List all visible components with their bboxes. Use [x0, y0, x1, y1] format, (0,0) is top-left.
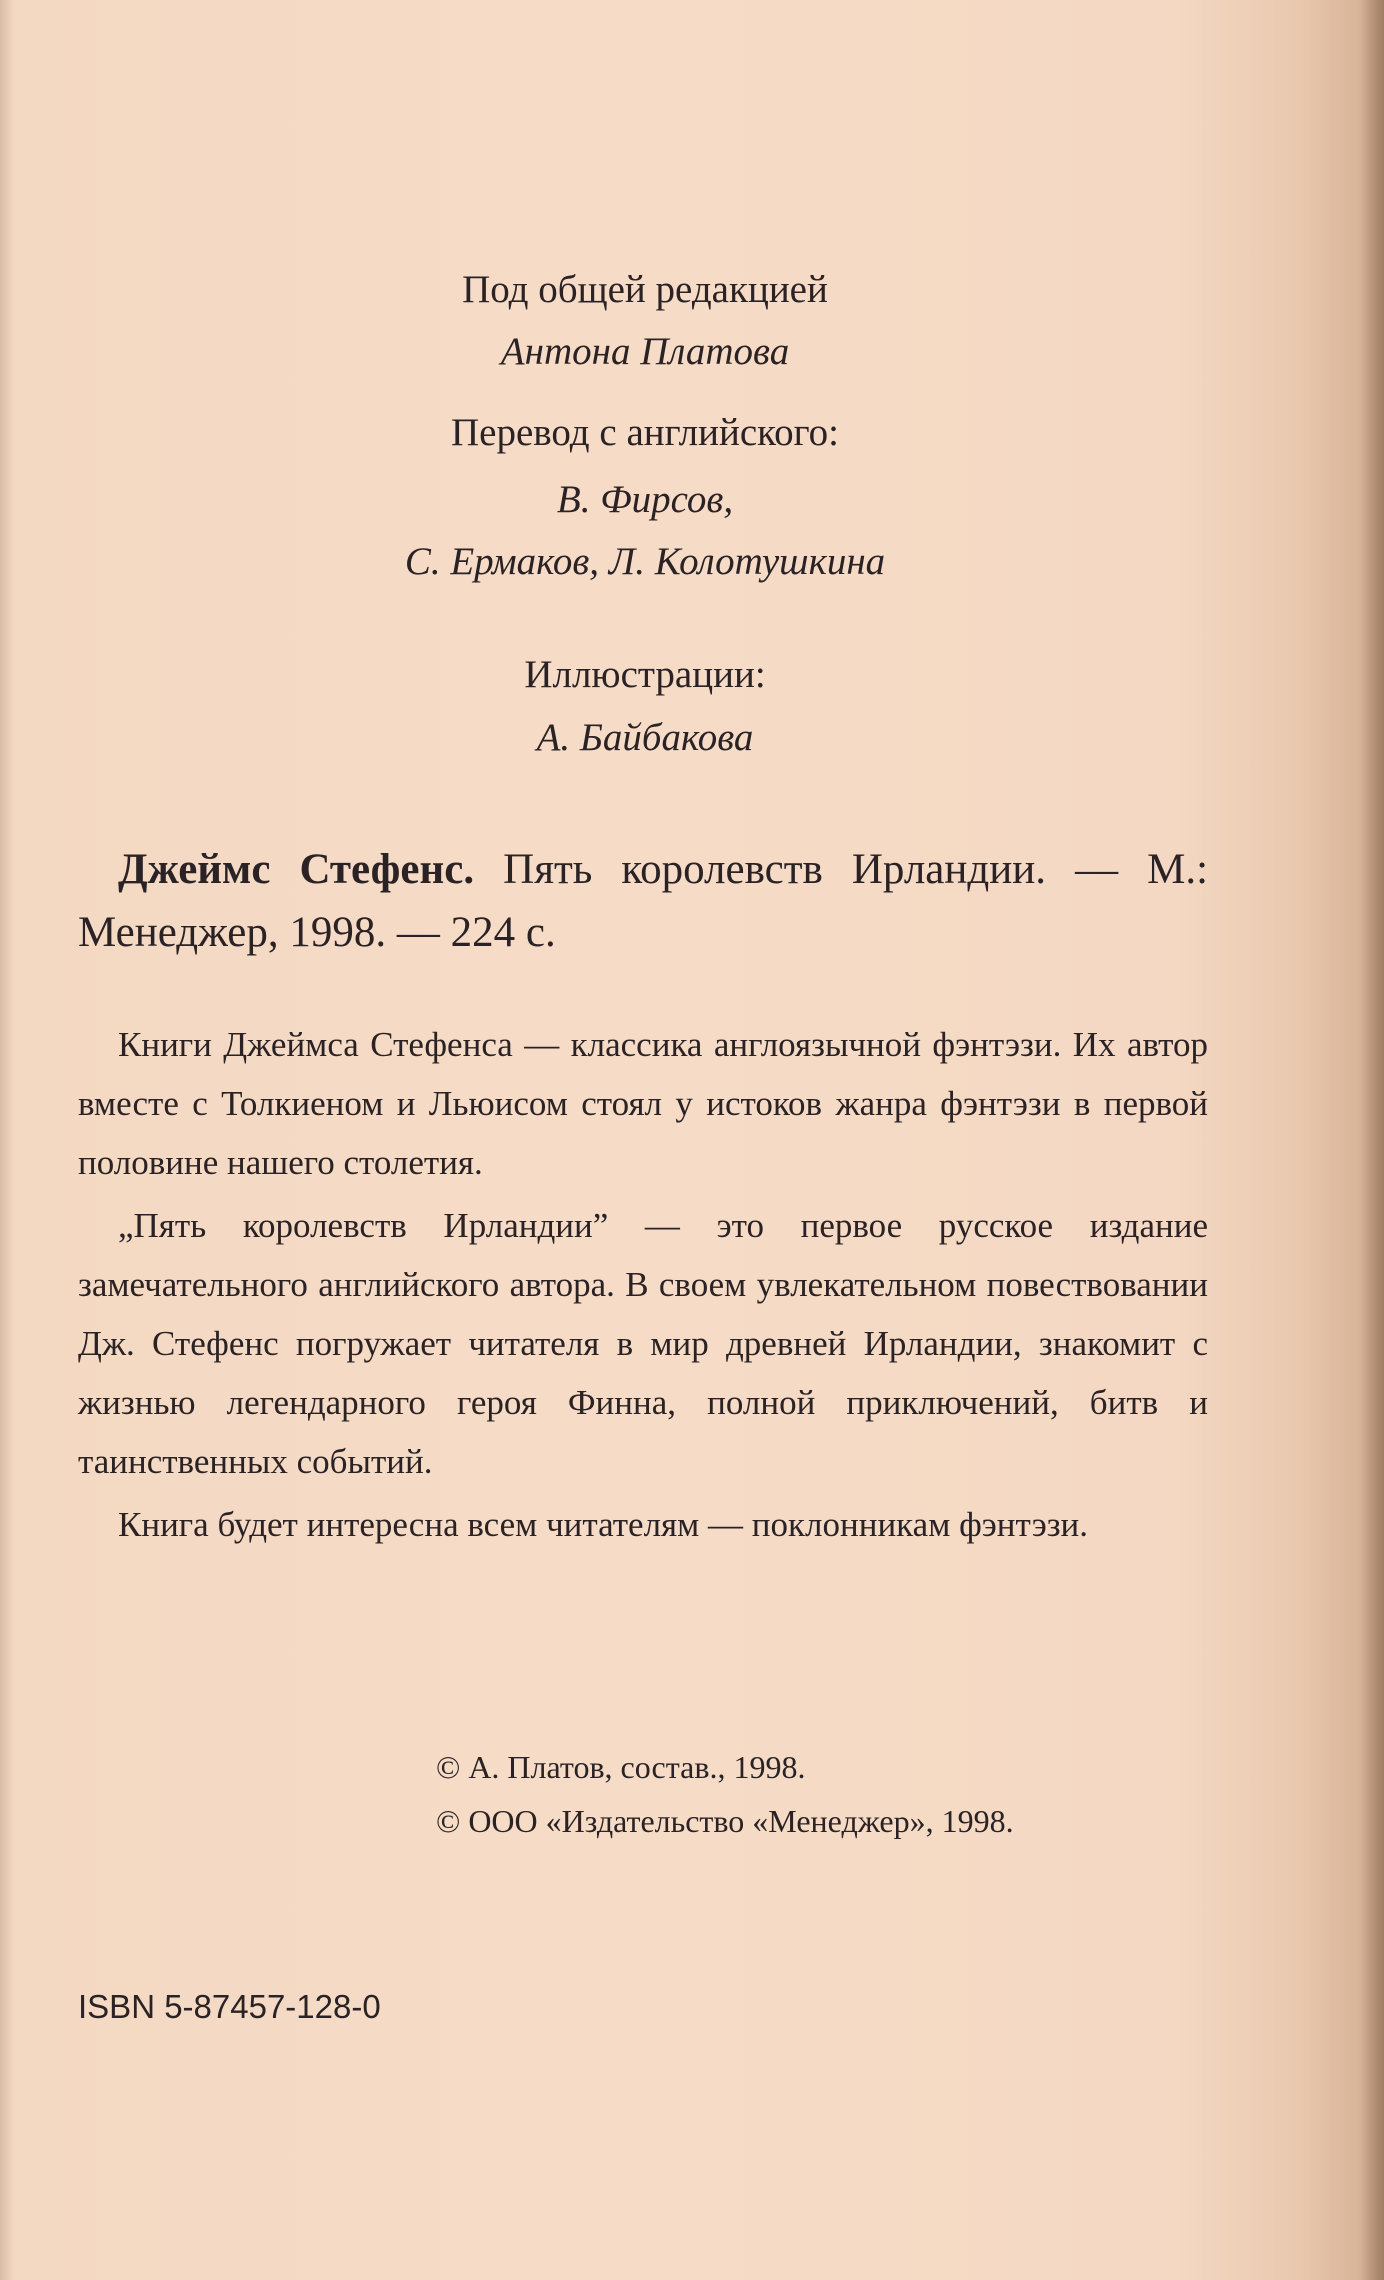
copyright-line: © ООО «Издательство «Менеджер», 1998. — [436, 1803, 1014, 1839]
illustrator-name: А. Байбакова — [536, 716, 754, 759]
editor-name: Антона Платова — [500, 330, 790, 373]
reference-author: Джеймс Стефенс. — [118, 846, 475, 893]
illustrations-label: Иллюстрации: — [524, 653, 766, 696]
page-spine-shadow — [1362, 0, 1384, 2280]
isbn: ISBN 5-87457-128-0 — [78, 1988, 381, 2025]
copyright-line: © А. Платов, состав., 1998. — [436, 1749, 806, 1785]
annotation-paragraph: Книга будет интересна всем читателям — поклонникам фэнтэзи. — [118, 1505, 1089, 1544]
annotation — [78, 1015, 1208, 1554]
reference-imprint: — М.: Менеджер, 1998. — 224 с. — [78, 846, 1209, 956]
translators-line-1: В. Фирсов, — [556, 478, 734, 521]
translation-label: Перевод с английского: — [450, 411, 839, 454]
annotation-paragraph: Книги Джеймса Стефенса — классика англоязычной фэнтэзи. Их автор вместе с Толкиеном и Льюисом стоял у истоков жанра фэнтэзи в первой половине нашего столетия. — [78, 1025, 1208, 1182]
bibliographic-reference — [78, 838, 1208, 964]
translators-line-2: С. Ермаков, Л. Колотушкина — [404, 540, 886, 583]
annotation-paragraph: „Пять королевств Ирландии” — это первое русское издание замечательного английского автора. В своем увлекательном повествовании Дж. Стефенс погружает читателя в мир древней Ирландии, знакомит с жизнью легендарного героя Финна, полной приключений, битв и таинственных событий. — [78, 1206, 1208, 1481]
reference-title: Пять королевств Ирландии. — [503, 846, 1047, 893]
editor-label: Под общей редакцией — [462, 268, 828, 311]
